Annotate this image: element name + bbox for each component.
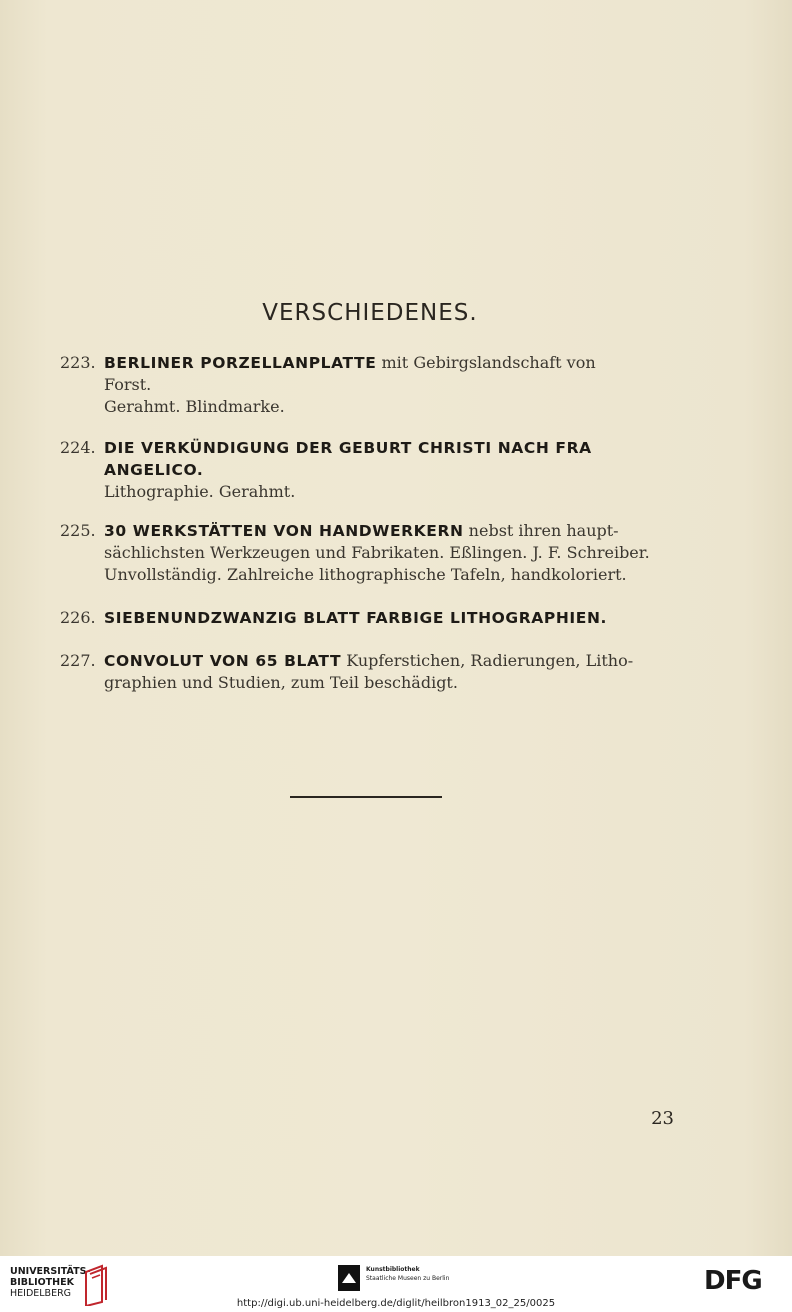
end-rule (290, 796, 442, 798)
catalog-entry-223 (60, 352, 672, 418)
logo-text: BIBLIOTHEK (10, 1277, 74, 1288)
entry-text: Kupferstichen, Radierungen, Litho- (341, 651, 634, 670)
entry-title: BERLINER PORZELLANPLATTE (104, 354, 377, 372)
entry-title: 30 WERKSTÄTTEN VON HANDWERKERN (104, 522, 464, 540)
entry-title: CONVOLUT VON 65 BLATT (104, 652, 342, 670)
logo-text: Staatliche Museen zu Berlin (366, 1275, 450, 1282)
entry-number: 223. (60, 353, 96, 372)
entry-text: Forst. (104, 375, 152, 394)
entry-number: 227. (60, 651, 96, 670)
entry-title-continued: ANGELICO. (104, 461, 204, 479)
logo-text: Kunstbibliothek (366, 1266, 420, 1273)
kunstbibliothek-icon (338, 1265, 360, 1291)
section-heading: VERSCHIEDENES. (262, 300, 478, 326)
catalog-entry-224 (60, 437, 672, 503)
entry-title: SIEBENUNDZWANZIG BLATT FARBIGE LITHOGRAPHIEN. (104, 609, 608, 627)
entry-text: sächlichsten Werkzeugen und Fabrikaten. Eßlingen. J. F. Schreiber. (104, 543, 650, 562)
ub-heidelberg-logo[interactable] (10, 1266, 90, 1299)
entry-text: Gerahmt. Blindmarke. (104, 397, 285, 416)
footer-bar (0, 1256, 792, 1312)
entry-number: 226. (60, 608, 96, 627)
entry-text: Unvollständig. Zahlreiche lithographische Tafeln, handkoloriert. (104, 565, 627, 584)
logo-text: UNIVERSITÄTS- (10, 1266, 91, 1277)
logo-text: HEIDELBERG (10, 1288, 72, 1299)
dfg-logo[interactable]: DFG (704, 1266, 762, 1296)
permalink-url[interactable]: http://digi.ub.uni-heidelberg.de/diglit/heilbron1913_02_25/0025 (236, 1298, 556, 1309)
entry-number: 224. (60, 438, 96, 457)
kunstbibliothek-logo[interactable] (366, 1265, 449, 1283)
entry-text: mit Gebirgslandschaft von (376, 353, 596, 372)
entry-number: 225. (60, 521, 96, 540)
entry-text: nebst ihren haupt- (463, 521, 619, 540)
entry-text: graphien und Studien, zum Teil beschädigt. (104, 673, 458, 692)
page-number: 23 (651, 1108, 674, 1129)
catalog-entry-227 (60, 650, 672, 694)
entry-title: DIE VERKÜNDIGUNG DER GEBURT CHRISTI NACH FRA (104, 439, 592, 457)
catalog-entry-226 (60, 607, 672, 629)
entry-text: Lithographie. Gerahmt. (104, 482, 296, 501)
catalog-entry-225 (60, 520, 672, 586)
